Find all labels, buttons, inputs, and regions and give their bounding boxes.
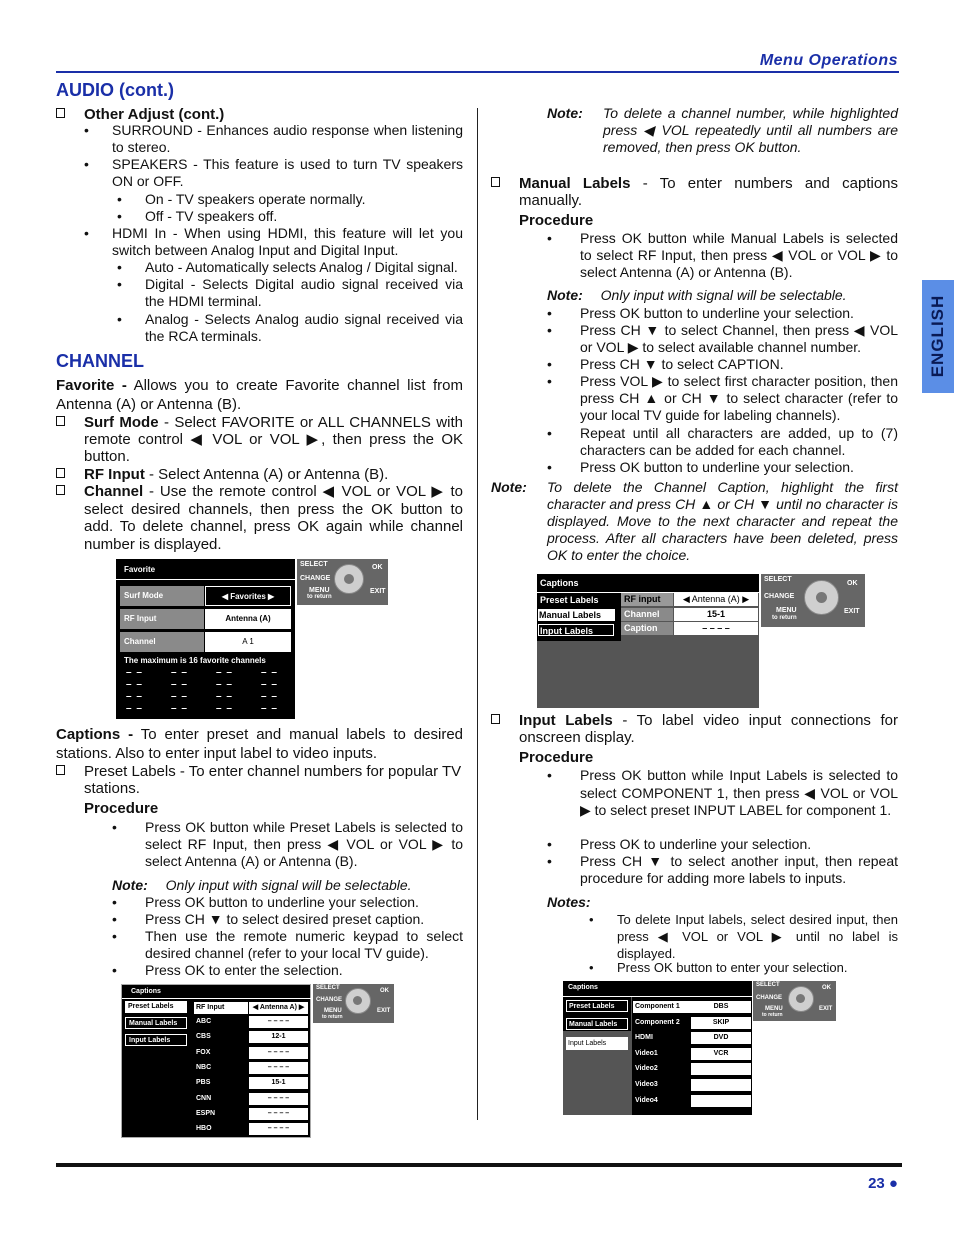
channel-label[interactable]: Channel	[621, 608, 673, 621]
favorite-max-note: The maximum is 16 favorite channels	[124, 656, 266, 665]
favorite-text: Allows you to create Favorite channel list from Antenna (A) or Antenna (B).	[56, 377, 464, 413]
favorite-slot[interactable]: – –	[171, 703, 188, 714]
notes-heading: Notes:	[547, 894, 591, 910]
bullet-icon: •	[547, 373, 552, 389]
input-source-label[interactable]: Component 2	[635, 1018, 680, 1026]
remote-ok-label: OK	[822, 985, 831, 991]
preset-station-value[interactable]: 12-1	[249, 1031, 308, 1043]
speakers-on-item	[117, 191, 463, 208]
bullet-icon: •	[117, 259, 122, 275]
remote-select-label: SELECT	[764, 576, 792, 583]
remote-return-label: to return	[322, 1014, 343, 1020]
hdmi-digital-item	[117, 276, 463, 310]
menu-divider	[116, 579, 295, 580]
input-source-value[interactable]: DBS	[691, 1001, 751, 1013]
checkbox-icon	[56, 108, 65, 118]
other-adjust-item	[56, 106, 463, 123]
procedure-heading-input: Procedure	[519, 749, 594, 766]
hdmi-auto-text: Auto - Automatically selects Analog / Digital signal.	[145, 259, 458, 275]
rf-input-item	[56, 466, 463, 483]
page-number: 23 ●	[868, 1175, 898, 1192]
input-source-label[interactable]: Video2	[635, 1065, 658, 1073]
checkbox-icon	[491, 177, 500, 187]
preset-station-label: CBS	[196, 1033, 211, 1041]
manual-step-7	[547, 459, 898, 476]
favorite-slot[interactable]: – –	[261, 703, 278, 714]
input-source-value[interactable]	[691, 1063, 751, 1075]
bullet-icon: •	[547, 322, 552, 338]
bullet-icon: •	[117, 208, 122, 224]
menu-manual-labels[interactable]: Manual Labels	[538, 609, 615, 621]
preset-station-value[interactable]: – – – –	[249, 1062, 308, 1074]
surf-mode-row-label[interactable]: Surf Mode	[120, 586, 204, 606]
bullet-icon: •	[547, 767, 552, 783]
manual-step-1	[547, 230, 898, 281]
preset-station-label: CNN	[196, 1094, 212, 1102]
input-labels-screen	[563, 981, 752, 1115]
bullet-icon: •	[117, 311, 122, 327]
remote-dial-icon	[804, 580, 839, 615]
favorite-label: Favorite -	[56, 377, 127, 394]
input-step-3-text: Press CH ▼ to select another input, then repeat procedure for adding more labels to inputs.	[580, 853, 898, 886]
captions-paragraph	[56, 725, 463, 763]
audio-heading: AUDIO (cont.)	[56, 80, 174, 100]
manual-labels-item	[491, 175, 898, 209]
preset-labels-item	[56, 763, 463, 797]
input-source-value[interactable]: SKIP	[691, 1017, 751, 1029]
speakers-text: SPEAKERS - This feature is used to turn TV speakers ON or OFF.	[112, 156, 463, 189]
remote-ok-label: OK	[847, 580, 858, 587]
input-step-1-text: Press OK button while Input Labels is selected to select COMPONENT 1, then press ◀ VOL or VOL ▶ to select preset INPUT LABEL for component 1.	[580, 767, 898, 818]
manual-step-2-text: Press OK button to underline your selection.	[580, 305, 854, 321]
preset-step-1-text: Press OK button while Preset Labels is selected to select RF Input, then press ◀ VOL or VOL ▶ to select Antenna (A) or Antenna (B).	[145, 819, 463, 869]
checkbox-icon	[56, 416, 65, 426]
preset-station-value[interactable]: – – – –	[249, 1016, 308, 1028]
favorite-slot[interactable]: – –	[126, 667, 143, 678]
favorite-slot[interactable]: – –	[126, 679, 143, 690]
language-tab	[922, 280, 954, 393]
favorite-slot[interactable]: – –	[171, 679, 188, 690]
channel-item	[56, 483, 463, 553]
preset-step-5-text: Press OK to enter the selection.	[145, 962, 343, 978]
remote-return-label: to return	[772, 615, 797, 621]
favorite-slot[interactable]: – –	[216, 667, 233, 678]
checkbox-icon	[491, 714, 500, 724]
hdmi-auto-item	[117, 259, 463, 276]
menu-input-labels[interactable]: Input Labels	[566, 1037, 628, 1050]
manual-step-1-text: Press OK button while Manual Labels is selected to select RF Input, then press ◀ VOL or VOL ▶ to select Antenna (A) or Antenna (B).	[580, 230, 898, 280]
input-source-value[interactable]: VCR	[691, 1048, 751, 1060]
surround-item	[84, 122, 463, 156]
favorite-slot[interactable]: – –	[261, 691, 278, 702]
favorite-slot[interactable]: – –	[216, 679, 233, 690]
remote-guide-input	[753, 981, 836, 1021]
input-note-1-text: To delete Input labels, select desired input, then press ◀ VOL or VOL ▶ until no label is displayed.	[617, 912, 898, 961]
remote-change-label: CHANGE	[316, 997, 343, 1003]
bullet-icon: •	[112, 819, 117, 835]
remote-menu-label: MENU	[776, 607, 797, 614]
bullet-icon: •	[589, 912, 594, 927]
menu-divider	[122, 998, 312, 999]
manual-step-5	[547, 373, 898, 424]
preset-station-label: FOX	[196, 1048, 211, 1056]
bullet-icon: •	[547, 836, 552, 852]
delete-channel-note-text: To delete a channel number, while highlighted press ◀ VOL repeatedly until all numbers are removed, then press OK button.	[603, 105, 898, 155]
bullet-icon: •	[547, 853, 552, 869]
language-tab-label: ENGLISH	[928, 294, 947, 378]
manual-labels-text: - To enter numbers and captions manually.	[519, 175, 899, 209]
menu-preset-labels[interactable]: Preset Labels	[540, 595, 599, 605]
input-note-1	[589, 911, 898, 962]
hdmi-analog-item	[117, 311, 463, 345]
captions-menu-title: Captions	[568, 984, 598, 991]
input-labels-label: Input Labels	[519, 712, 613, 729]
preset-step-1	[112, 819, 463, 870]
remote-select-label: SELECT	[756, 982, 780, 988]
speakers-on-text: On - TV speakers operate normally.	[145, 191, 366, 207]
caption-label[interactable]: Caption	[621, 622, 673, 635]
remote-exit-label: EXIT	[377, 1008, 391, 1014]
favorite-slots-grid	[126, 667, 291, 715]
checkbox-icon	[56, 468, 65, 478]
input-source-value[interactable]: DVD	[691, 1032, 751, 1044]
preset-station-value[interactable]: – – – –	[249, 1123, 308, 1135]
bullet-icon: •	[112, 911, 117, 927]
delete-channel-note	[547, 105, 898, 156]
channel-value[interactable]: 15-1	[674, 608, 758, 621]
remote-exit-label: EXIT	[370, 588, 386, 595]
manual-step-7-text: Press OK button to underline your selection.	[580, 459, 854, 475]
hdmi-digital-text: Digital - Selects Digital audio signal received via the HDMI terminal.	[145, 276, 463, 309]
preset-step-2-text: Press OK button to underline your selection.	[145, 894, 419, 910]
bullet-icon: •	[117, 276, 122, 292]
manual-step-3	[547, 322, 898, 356]
preset-station-label: PBS	[196, 1079, 211, 1087]
procedure-heading-preset: Procedure	[84, 800, 159, 817]
manual-step-4-text: Press CH ▼ to select CAPTION.	[580, 356, 784, 372]
manual-step-4	[547, 356, 898, 373]
bullet-icon: •	[547, 356, 552, 372]
rf-input-value[interactable]: ◀ Antenna A) ▶	[249, 1002, 308, 1014]
favorite-slot[interactable]: – –	[171, 691, 188, 702]
preset-station-value[interactable]: 15-1	[249, 1077, 308, 1089]
menu-manual-labels[interactable]: Manual Labels	[566, 1018, 628, 1030]
remote-menu-label: MENU	[309, 587, 330, 594]
delete-caption-note	[491, 479, 898, 564]
bullet-icon: •	[547, 230, 552, 246]
favorite-slot[interactable]: – –	[261, 679, 278, 690]
column-divider	[477, 108, 478, 1120]
captions-text: To enter preset and manual labels to desired stations. Also to enter input label to video inputs.	[56, 726, 464, 762]
note-text: Only input with signal will be selectable.	[165, 877, 412, 893]
manual-step-6	[547, 425, 898, 459]
rf-input-label[interactable]: RF input	[621, 593, 673, 606]
checkbox-icon	[56, 765, 65, 775]
caption-value[interactable]: – – – –	[674, 622, 758, 635]
rf-input-row-label[interactable]: RF Input	[120, 609, 204, 629]
channel-label: Channel	[84, 483, 144, 500]
note-text: Only input with signal will be selectable.	[600, 287, 847, 303]
input-source-value[interactable]	[691, 1079, 751, 1091]
bullet-icon: •	[112, 962, 117, 978]
remote-guide-manual	[761, 574, 865, 627]
remote-menu-label: MENU	[324, 1008, 342, 1014]
menu-preset-labels[interactable]: Preset Labels	[566, 1000, 628, 1012]
bullet-icon: •	[547, 459, 552, 475]
note-label: Note:	[547, 287, 583, 303]
favorite-slot[interactable]: – –	[261, 667, 278, 678]
hdmi-in-item	[84, 225, 463, 259]
favorite-menu-screen	[116, 559, 295, 719]
preset-step-2	[112, 894, 463, 911]
note-label: Note:	[491, 479, 527, 495]
manual-step-2	[547, 305, 898, 322]
remote-menu-label: MENU	[765, 1006, 783, 1012]
input-source-value[interactable]	[691, 1095, 751, 1107]
input-source-label[interactable]: HDMI	[635, 1034, 653, 1042]
preset-station-label: ESPN	[196, 1109, 216, 1117]
procedure-heading-manual: Procedure	[519, 212, 594, 229]
remote-exit-label: EXIT	[844, 608, 860, 615]
surf-mode-text: - Select FAVORITE or ALL CHANNELS with remote control ◀ VOL or VOL ▶, then press the OK button.	[84, 414, 463, 465]
preset-station-label: NBC	[196, 1063, 212, 1071]
remote-ok-label: OK	[372, 564, 383, 571]
rf-input-value[interactable]: ◀ Antenna (A) ▶	[674, 593, 758, 606]
remote-exit-label: EXIT	[819, 1006, 833, 1012]
input-source-label[interactable]: Video3	[635, 1081, 658, 1088]
channel-row-value[interactable]: A 1	[205, 632, 291, 652]
channel-heading: CHANNEL	[56, 351, 144, 371]
surf-mode-item	[56, 414, 463, 465]
channel-row-label[interactable]: Channel	[120, 632, 204, 652]
manual-labels-screen	[537, 574, 759, 708]
preset-station-label: HBO	[196, 1125, 212, 1133]
preset-station-value[interactable]: – – – –	[249, 1093, 308, 1105]
note-label: Note:	[547, 105, 583, 121]
bullet-icon: •	[84, 225, 89, 241]
preset-step-4-text: Then use the remote numeric keypad to select desired channel (refer to your local TV guide).	[145, 928, 463, 961]
favorite-paragraph	[56, 376, 463, 414]
preset-step-5	[112, 962, 463, 979]
preset-labels-text: Preset Labels - To enter channel numbers for popular TV stations.	[84, 763, 462, 797]
remote-guide-favorite	[297, 559, 388, 605]
preset-labels-screen	[121, 984, 311, 1138]
favorite-slot[interactable]: – –	[126, 691, 143, 702]
remote-dial-icon	[334, 564, 364, 594]
footer-rule	[56, 1163, 902, 1167]
bullet-icon: •	[84, 122, 89, 138]
speakers-item	[84, 156, 463, 190]
input-labels-text: - To label video input connections for onscreen display.	[519, 712, 898, 746]
speakers-off-item	[117, 208, 463, 225]
menu-input-labels[interactable]: Input Labels	[538, 624, 614, 636]
preset-station-value[interactable]: – – – –	[249, 1108, 308, 1120]
hdmi-analog-text: Analog - Selects Analog audio signal received via the RCA terminals.	[145, 311, 463, 344]
favorite-slot[interactable]: – –	[171, 667, 188, 678]
input-source-label[interactable]: Video1	[635, 1049, 658, 1057]
checkbox-icon	[56, 485, 65, 495]
remote-change-label: CHANGE	[764, 593, 795, 600]
remote-ok-label: OK	[380, 988, 389, 994]
surf-mode-row-value[interactable]: ◀ Favorites ▶	[205, 586, 291, 606]
remote-dial-icon	[345, 988, 371, 1014]
other-adjust-heading: Other Adjust (cont.)	[84, 106, 225, 123]
surround-text: SURROUND - Enhances audio response when listening to stereo.	[112, 122, 463, 155]
manual-labels-label: Manual Labels	[519, 175, 631, 192]
bullet-icon: •	[547, 425, 552, 441]
input-step-2	[547, 836, 898, 853]
captions-menu-title: Captions	[540, 578, 579, 588]
menu-input-labels[interactable]: Input Labels	[125, 1034, 187, 1046]
bullet-icon: •	[84, 156, 89, 172]
remote-select-label: SELECT	[316, 985, 340, 991]
manual-note	[547, 287, 898, 304]
manual-step-5-text: Press VOL ▶ to select first character position, then press CH ▲ or CH ▼ to select character (refer to your local TV guide for labeling channels).	[580, 373, 898, 423]
input-note-2-text: Press OK button to enter your selection.	[617, 960, 848, 975]
input-note-2	[589, 959, 898, 976]
favorite-menu-title: Favorite	[124, 565, 156, 574]
captions-menu-title: Captions	[131, 988, 161, 995]
rf-input-label: RF Input	[84, 466, 145, 483]
manual-step-3-text: Press CH ▼ to select Channel, then press ◀ VOL or VOL ▶ to select available channel number.	[580, 322, 898, 355]
preset-step-3-text: Press CH ▼ to select desired preset caption.	[145, 911, 425, 927]
menu-manual-labels[interactable]: Manual Labels	[125, 1017, 187, 1029]
delete-caption-note-text: To delete the Channel Caption, highlight the first character and press CH ▲ or CH ▼ until no character is displayed. Move to the next character and repeat the process. After all characters have been deleted, press OK to enter the choice.	[547, 479, 898, 563]
remote-return-label: to return	[307, 594, 332, 600]
captions-label: Captions -	[56, 726, 134, 743]
favorite-slot[interactable]: – –	[126, 703, 143, 714]
bullet-icon: •	[589, 960, 594, 975]
rf-input-row-value[interactable]: Antenna (A)	[205, 609, 291, 629]
bullet-icon: •	[117, 191, 122, 207]
surf-mode-label: Surf Mode	[84, 414, 159, 431]
preset-step-3	[112, 911, 463, 928]
remote-change-label: CHANGE	[300, 575, 331, 582]
input-step-3	[547, 853, 898, 887]
header-rule	[56, 71, 899, 73]
remote-dial-icon	[788, 986, 814, 1012]
speakers-off-text: Off - TV speakers off.	[145, 208, 278, 224]
remote-return-label: to return	[762, 1012, 783, 1018]
input-step-2-text: Press OK to underline your selection.	[580, 836, 812, 852]
section-header-title: Menu Operations	[759, 52, 898, 69]
input-step-1	[547, 767, 898, 820]
manual-step-6-text: Repeat until all characters are added, up to (7) characters can be added for each channel.	[580, 425, 898, 458]
bullet-icon: •	[112, 894, 117, 910]
channel-text: - Use the remote control ◀ VOL or VOL ▶ to select desired channels, then press the OK button to add. To delete channel, press OK again while channel number is displayed.	[84, 483, 463, 553]
favorite-slot[interactable]: – –	[216, 691, 233, 702]
remote-change-label: CHANGE	[756, 995, 783, 1001]
bullet-icon: •	[547, 305, 552, 321]
preset-note	[112, 877, 463, 894]
input-source-label[interactable]: Video4	[635, 1096, 658, 1104]
menu-preset-labels[interactable]: Preset Labels	[125, 1001, 187, 1013]
input-source-label[interactable]: Component 1	[633, 1001, 691, 1013]
rf-input-text: - Select Antenna (A) or Antenna (B).	[149, 466, 389, 483]
preset-station-value[interactable]: – – – –	[249, 1047, 308, 1059]
bullet-icon: •	[112, 928, 117, 944]
input-labels-item	[491, 712, 898, 746]
preset-step-4	[112, 928, 463, 962]
note-label: Note:	[112, 877, 148, 893]
remote-guide-preset	[313, 984, 394, 1023]
preset-station-label: ABC	[196, 1018, 212, 1025]
favorite-slot[interactable]: – –	[216, 703, 233, 714]
hdmi-in-text: HDMI In - When using HDMI, this feature will let you switch between Analog Input and Digital Input.	[112, 225, 463, 258]
remote-select-label: SELECT	[300, 561, 328, 568]
rf-input-label[interactable]: RF Input	[194, 1002, 248, 1014]
